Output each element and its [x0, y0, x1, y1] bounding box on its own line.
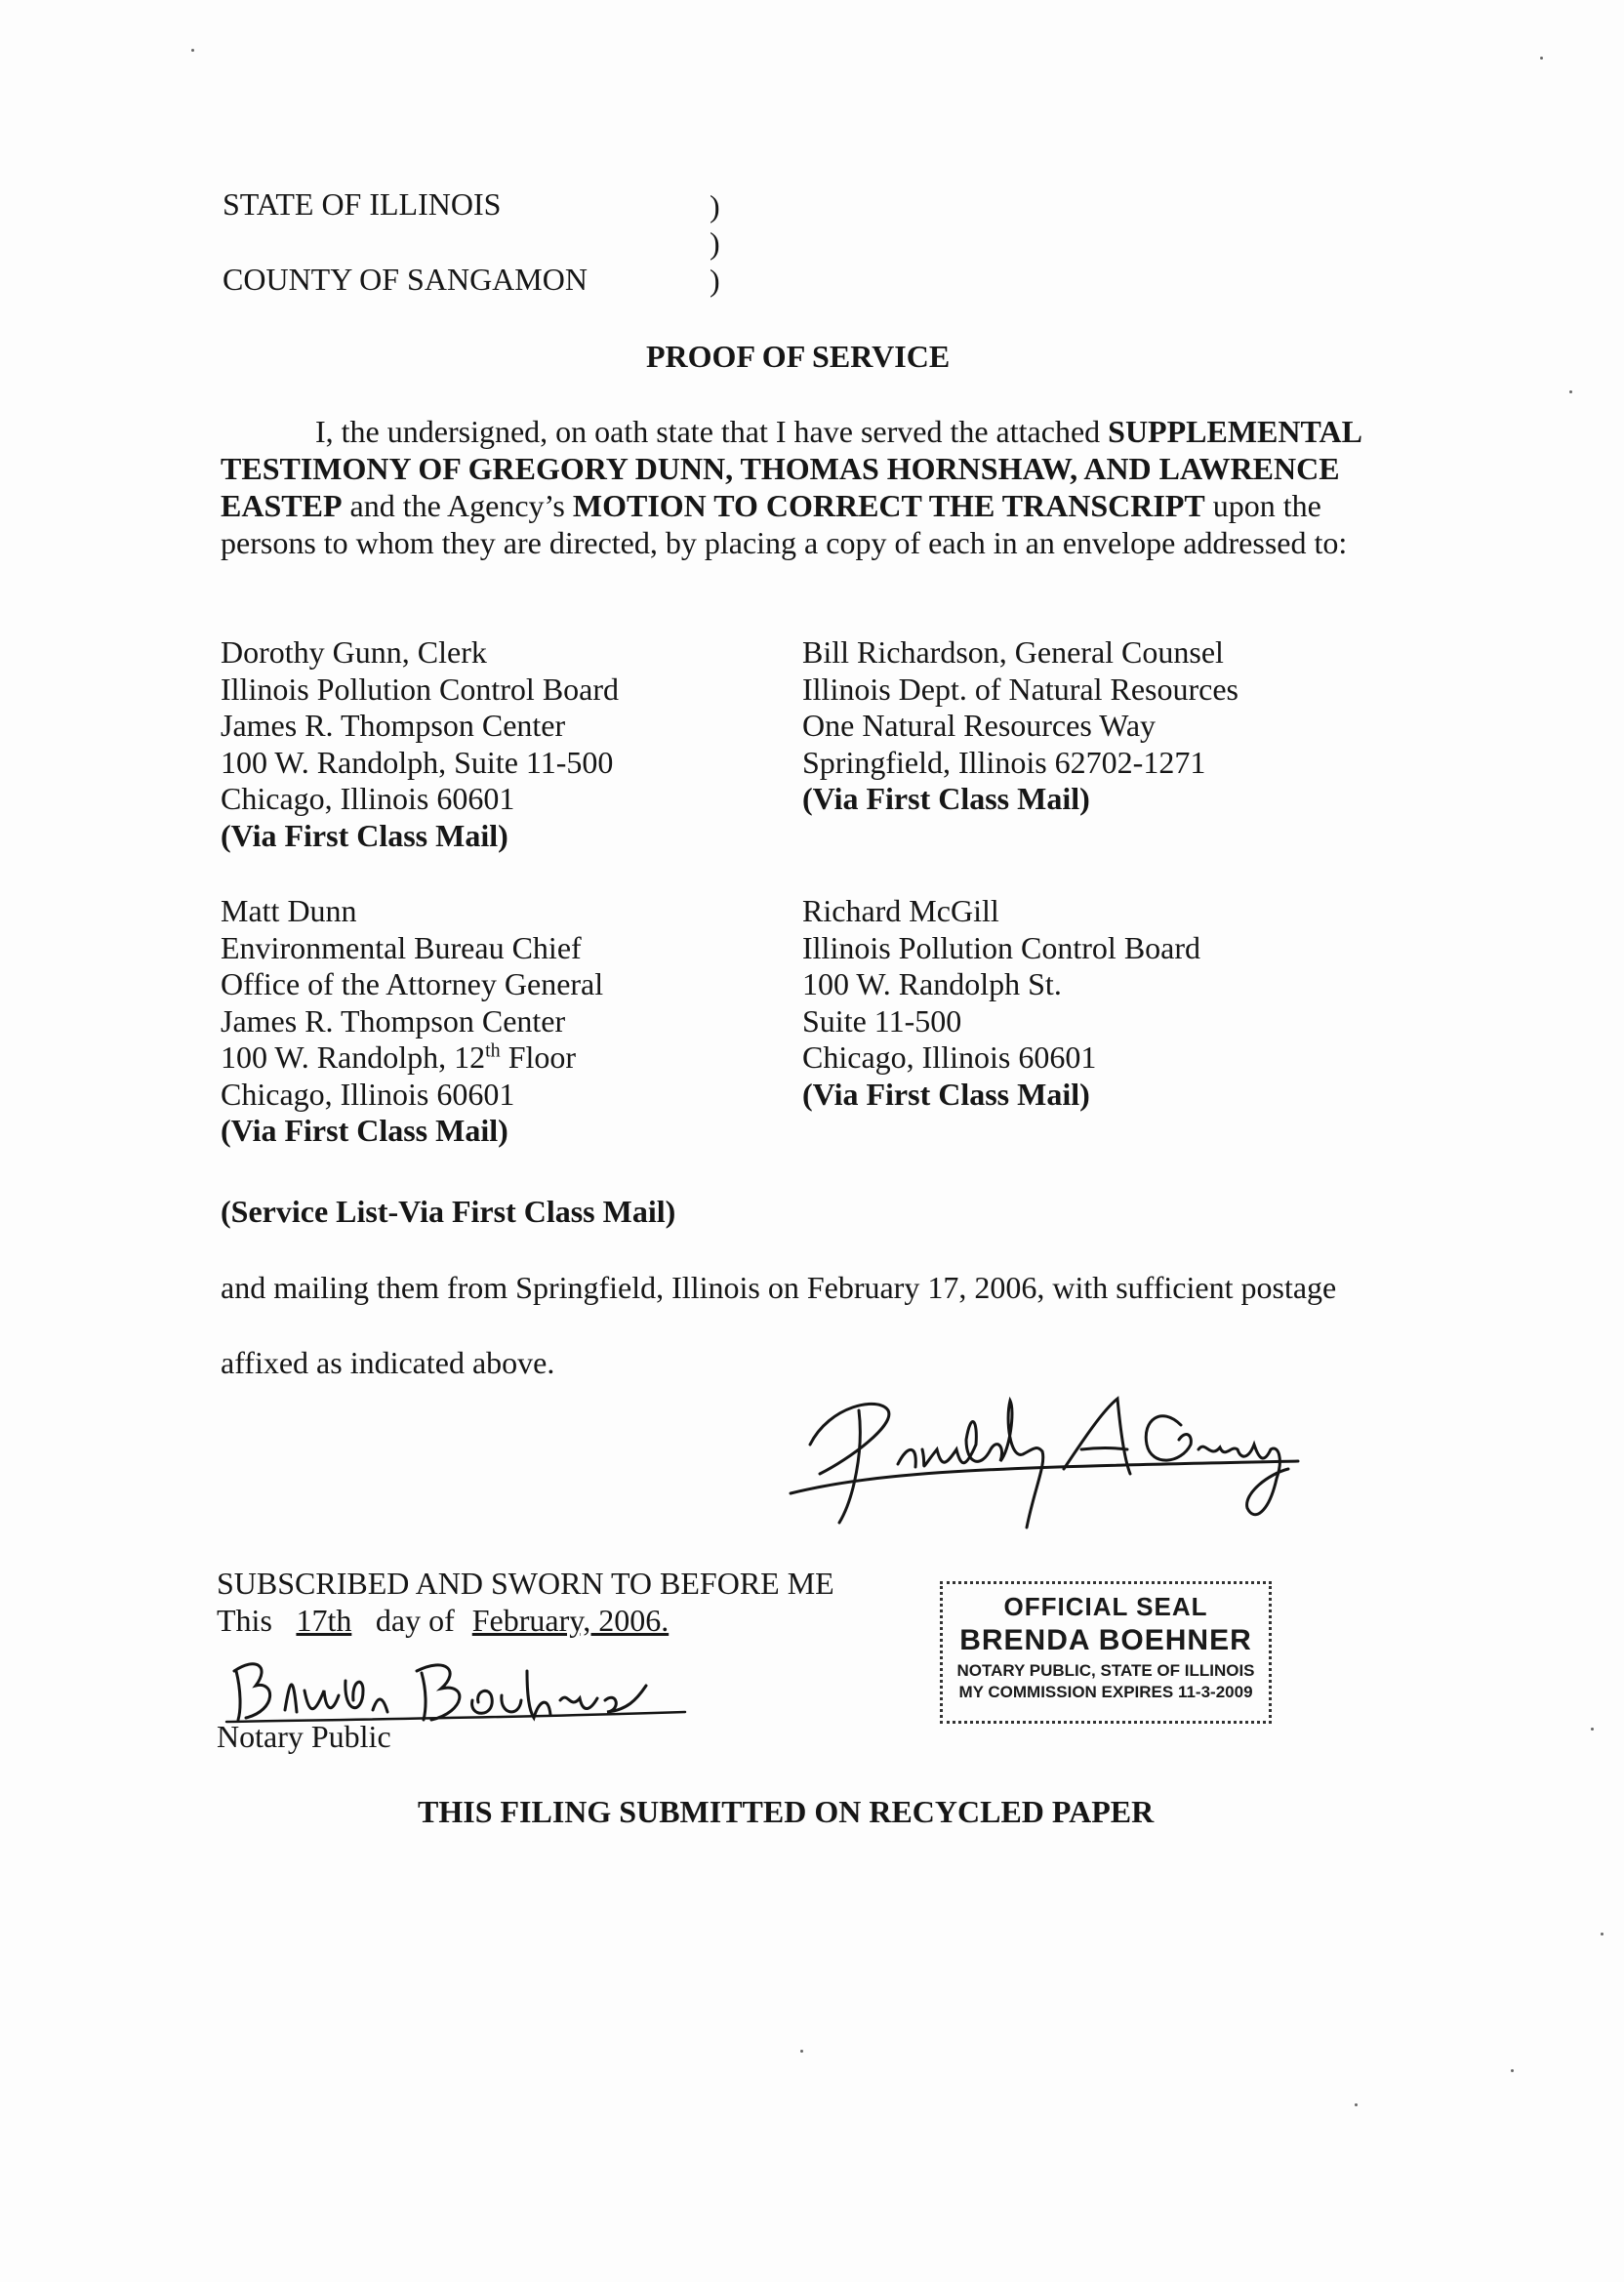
address-line: Office of the Attorney General	[221, 966, 604, 1001]
address-line: James R. Thompson Center	[221, 1002, 566, 1039]
seal-notary-line: NOTARY PUBLIC, STATE OF ILLINOIS	[956, 1661, 1255, 1680]
address-line: James R. Thompson Center	[221, 708, 566, 743]
mailing-statement: and mailing them from Springfield, Illinois on February 17, 2006, with sufficient postage	[221, 1270, 1337, 1305]
address-line	[221, 1039, 603, 1077]
service-list-note: (Service List-Via First Class Mail)	[221, 1194, 676, 1229]
floor-sup: th	[485, 1039, 501, 1062]
official-seal-stamp	[940, 1581, 1272, 1724]
address-line: Dorothy Gunn, Clerk	[221, 634, 487, 670]
scan-speck	[1591, 1728, 1594, 1731]
scan-speck	[1601, 1933, 1604, 1936]
caption-paren: )	[710, 188, 720, 224]
recipient-block	[802, 634, 1238, 818]
intro-text: I, the undersigned, on oath state that I have served the attached	[315, 414, 1101, 449]
recipient-block	[802, 893, 1200, 1113]
scan-speck	[1569, 390, 1572, 393]
this-label: This	[217, 1603, 272, 1638]
address-line: One Natural Resources Way	[802, 708, 1157, 743]
intro-text: and the Agency’s	[342, 488, 573, 523]
seal-expiry-line: MY COMMISSION EXPIRES 11-3-2009	[958, 1683, 1253, 1701]
address-line: Suite 11-500	[802, 1002, 962, 1039]
intro-text: upon the persons to whom they are directed, by placing a copy of each in an envelope addressed to:	[221, 488, 1348, 560]
address-line: Springfield, Illinois 62702-1271	[802, 744, 1206, 780]
intro-bold-motion: MOTION TO CORRECT THE TRANSCRIPT	[572, 488, 1205, 523]
address-line: 100 W. Randolph St.	[802, 966, 1062, 1001]
caption-paren: )	[710, 225, 720, 261]
address-line: Bill Richardson, General Counsel	[802, 634, 1224, 670]
floor-suffix: Floor	[500, 1039, 577, 1075]
notary-public-label: Notary Public	[217, 1719, 391, 1754]
address-line: Matt Dunn	[221, 893, 357, 928]
caption-paren: )	[710, 263, 720, 298]
delivery-method: (Via First Class Mail)	[802, 781, 1090, 816]
sworn-date-line	[217, 1602, 669, 1639]
scan-speck	[1540, 57, 1543, 60]
address-line: 100 W. Randolph, Suite 11-500	[221, 744, 614, 780]
address-line: Environmental Bureau Chief	[221, 929, 582, 965]
address-line: Chicago, Illinois 60601	[802, 1039, 1097, 1075]
seal-name: BRENDA BOEHNER	[959, 1624, 1252, 1656]
address-line: Illinois Pollution Control Board	[802, 929, 1201, 965]
intro-bold-testimony: SUPPLEMENTAL TESTIMONY OF GREGORY DUNN, THOMAS HORNSHAW, AND LAWRENCE EASTEP	[221, 414, 1361, 523]
delivery-method: (Via First Class Mail)	[221, 1113, 508, 1148]
scan-speck	[1511, 2069, 1514, 2072]
signer-signature	[771, 1352, 1318, 1537]
document-title: PROOF OF SERVICE	[646, 339, 951, 374]
day-of-label: day of	[375, 1603, 455, 1638]
scan-speck	[800, 2050, 803, 2053]
sworn-day: 17th	[296, 1603, 352, 1638]
county-caption: COUNTY OF SANGAMON	[223, 262, 588, 297]
address-line: Illinois Dept. of Natural Resources	[802, 671, 1238, 707]
sworn-month-year: February, 2006.	[471, 1603, 670, 1638]
scan-speck	[191, 49, 194, 52]
delivery-method: (Via First Class Mail)	[221, 817, 508, 853]
address-line: Richard McGill	[802, 893, 999, 928]
delivery-method: (Via First Class Mail)	[802, 1076, 1090, 1112]
sworn-statement: SUBSCRIBED AND SWORN TO BEFORE ME	[217, 1566, 834, 1601]
recycled-paper-footer: THIS FILING SUBMITTED ON RECYCLED PAPER	[418, 1794, 1155, 1829]
intro-paragraph	[221, 413, 1411, 561]
affixed-statement: affixed as indicated above.	[221, 1345, 555, 1380]
address-line: Chicago, Illinois 60601	[221, 1076, 515, 1112]
address-line: Illinois Pollution Control Board	[221, 671, 620, 707]
notary-signature	[217, 1642, 705, 1730]
state-caption: STATE OF ILLINOIS	[223, 186, 502, 222]
floor-prefix: 100 W. Randolph, 12	[221, 1039, 486, 1075]
recipient-block	[221, 893, 603, 1150]
seal-title: OFFICIAL SEAL	[1003, 1592, 1208, 1621]
recipient-block	[221, 634, 619, 854]
address-line: Chicago, Illinois 60601	[221, 781, 515, 816]
scan-speck	[1355, 2103, 1358, 2106]
